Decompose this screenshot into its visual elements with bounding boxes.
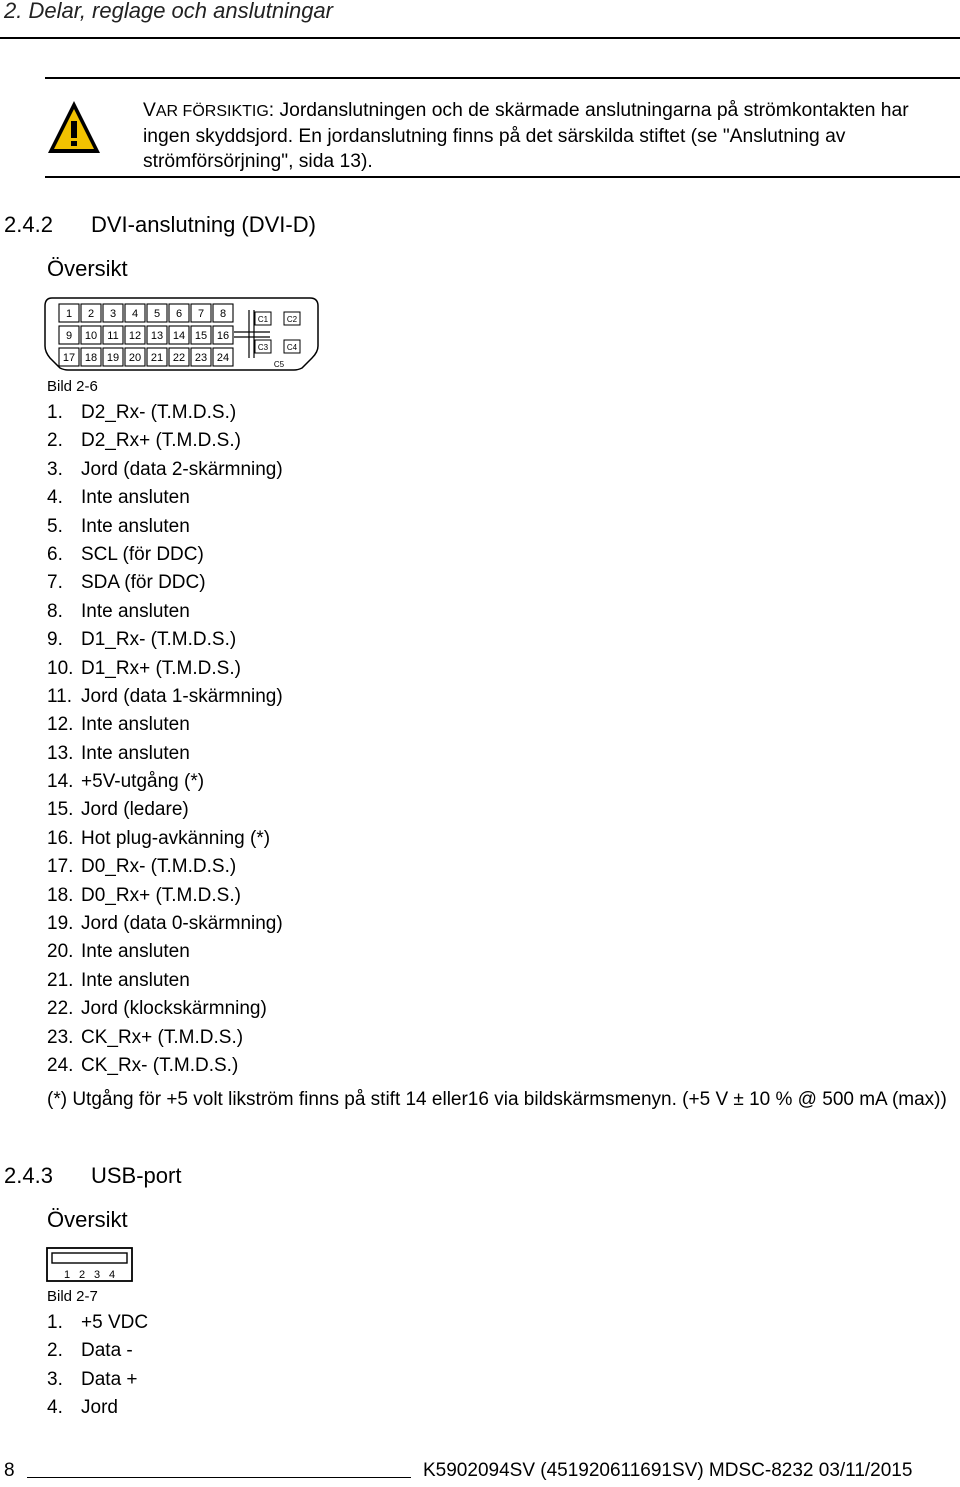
list-item: [47, 938, 283, 966]
list-item-number: 10.: [47, 657, 74, 679]
dvi-pin-label: 5: [153, 308, 161, 320]
page-number: 8: [4, 1460, 15, 1481]
list-item: [47, 967, 283, 995]
list-item: [47, 796, 283, 824]
dvi-c-label: C3: [257, 343, 269, 352]
dvi-c-label: C5: [273, 360, 285, 369]
list-item-number: 4.: [47, 1397, 63, 1419]
chapter-title: 2. Delar, reglage och anslutningar: [4, 0, 333, 23]
list-item-number: 4.: [47, 487, 63, 509]
section-number-dvi: 2.4.2: [4, 212, 53, 237]
dvi-pin-label: 16: [216, 330, 230, 342]
list-item-text: D0_Rx- (T.M.D.S.): [81, 856, 237, 878]
list-item-number: 24.: [47, 1054, 74, 1076]
list-item: [47, 541, 283, 569]
dvi-pin-label: 8: [219, 308, 227, 320]
list-item-number: 21.: [47, 969, 74, 991]
list-item-text: SDA (för DDC): [81, 572, 206, 594]
list-item-text: +5 VDC: [81, 1312, 149, 1333]
list-item: [47, 598, 283, 626]
dvi-pin-label: 11: [107, 330, 119, 342]
dvi-pin-label: 17: [62, 352, 76, 364]
list-item-text: Inte ansluten: [81, 515, 190, 537]
list-item-text: D1_Rx- (T.M.D.S.): [81, 629, 237, 651]
list-item-text: Inte ansluten: [81, 742, 190, 764]
dvi-pin-label: 18: [84, 352, 98, 364]
list-item-number: 5.: [47, 515, 63, 537]
warning-rule-bottom: [45, 176, 960, 178]
list-item-number: 18.: [47, 884, 74, 906]
list-item: [47, 995, 283, 1023]
list-item-text: Jord: [81, 1397, 118, 1419]
list-item-text: D2_Rx- (T.M.D.S.): [81, 402, 237, 423]
document-id: K5902094SV (451920611691SV) MDSC-8232 03/11/2015: [423, 1460, 913, 1481]
dvi-pin-label: 2: [87, 308, 95, 320]
dvi-pin-label: 9: [65, 330, 73, 342]
dvi-c-label: C1: [257, 315, 269, 324]
dvi-pin-label: 6: [175, 308, 183, 320]
dvi-pin-label: 15: [194, 330, 208, 342]
dvi-c-label: C2: [286, 315, 298, 324]
dvi-pin-label: 23: [194, 352, 208, 364]
list-item-text: Inte ansluten: [81, 487, 190, 509]
list-item: [47, 427, 283, 455]
list-item: [47, 882, 283, 910]
list-item: [47, 399, 283, 427]
list-item-number: 8.: [47, 600, 63, 622]
list-item: [47, 456, 283, 484]
list-item-number: 3.: [47, 458, 63, 480]
list-item: [47, 1309, 148, 1337]
section-title-dvi: DVI-anslutning (DVI-D): [91, 212, 316, 237]
dvi-pin-label: 20: [128, 352, 142, 364]
list-item: [47, 1366, 148, 1394]
overview-heading-dvi: Översikt: [47, 256, 128, 281]
list-item-text: Jord (data 1-skärmning): [81, 685, 283, 707]
list-item-text: SCL (för DDC): [81, 543, 204, 565]
list-item-text: Jord (data 0-skärmning): [81, 913, 283, 935]
list-item-text: Jord (data 2-skärmning): [81, 458, 283, 480]
list-item-number: 20.: [47, 941, 74, 963]
list-item-number: 2.: [47, 1340, 63, 1362]
list-item-text: CK_Rx+ (T.M.D.S.): [81, 1026, 244, 1048]
list-item-text: D2_Rx+ (T.M.D.S.): [81, 430, 241, 452]
list-item-text: Inte ansluten: [81, 600, 190, 622]
list-item-text: Inte ansluten: [81, 941, 190, 963]
warning-rule-top: [45, 77, 960, 79]
list-item: [47, 683, 283, 711]
list-item-text: +5V-utgång (*): [81, 771, 205, 793]
list-item: [47, 853, 283, 881]
dvi-pin-label: 13: [150, 330, 164, 342]
dvi-pin-label: 7: [197, 308, 205, 320]
dvi-connector-figure: [44, 296, 320, 372]
list-item: [47, 513, 283, 541]
list-item-number: 1.: [47, 402, 63, 423]
dvi-pin-label: 19: [106, 352, 120, 364]
list-item-number: 17.: [47, 856, 74, 878]
section-number-usb: 2.4.3: [4, 1163, 53, 1188]
list-item-number: 7.: [47, 572, 63, 594]
list-item: [47, 655, 283, 683]
usb-pin-label: 2: [78, 1269, 86, 1281]
dvi-pin-label: 4: [131, 308, 139, 320]
list-item: [47, 910, 283, 938]
warning-text: [143, 98, 958, 174]
list-item: [47, 711, 283, 739]
list-item-number: 1.: [47, 1312, 63, 1333]
list-item-text: Inte ansluten: [81, 714, 190, 736]
dvi-pin-label: 21: [150, 352, 164, 364]
list-item-number: 16.: [47, 827, 74, 849]
list-item-number: 11.: [47, 685, 73, 707]
warning-label: VAR FÖRSIKTIG:: [143, 100, 275, 121]
list-item: [47, 1394, 148, 1422]
list-item-text: D1_Rx+ (T.M.D.S.): [81, 657, 241, 679]
list-item-number: 23.: [47, 1026, 74, 1048]
list-item: [47, 569, 283, 597]
list-item: [47, 768, 283, 796]
usb-pin-list: [47, 1309, 148, 1423]
warning-body: Jordanslutningen och de skärmade anslutningarna på strömkontakten har ingen skyddsjord. En jordanslutning finns på det särskilda stiftet (se "Anslutning av strömförsörjning", sida 13).: [143, 100, 909, 172]
list-item-text: Hot plug-avkänning (*): [81, 827, 271, 849]
list-item: [47, 626, 283, 654]
list-item: [47, 1337, 148, 1365]
dvi-pin-list: [47, 399, 283, 1080]
list-item-number: 19.: [47, 913, 74, 935]
list-item: [47, 1024, 283, 1052]
list-item-number: 22.: [47, 998, 74, 1020]
dvi-footnote: (*) Utgång för +5 volt likström finns på stift 14 eller16 via bildskärmsmenyn. (+5 V ± 10 % @ 500 mA (max)): [47, 1089, 947, 1110]
list-item: [47, 740, 283, 768]
list-item-number: 6.: [47, 543, 63, 565]
header-rule: [0, 37, 960, 39]
list-item: [47, 1052, 283, 1080]
dvi-pin-label: 12: [128, 330, 142, 342]
section-title-usb: USB-port: [91, 1163, 182, 1188]
list-item-number: 9.: [47, 629, 63, 651]
list-item: [47, 825, 283, 853]
dvi-pin-label: 24: [216, 352, 230, 364]
footer-rule: [27, 1477, 411, 1478]
dvi-pin-label: 1: [65, 308, 73, 320]
list-item-text: CK_Rx- (T.M.D.S.): [81, 1054, 239, 1076]
list-item-text: Data +: [81, 1368, 138, 1390]
list-item: [47, 484, 283, 512]
list-item-number: 12.: [47, 714, 74, 736]
list-item-number: 15.: [47, 799, 74, 821]
figure-caption-dvi: Bild 2-6: [47, 378, 98, 395]
list-item-number: 13.: [47, 742, 74, 764]
list-item-text: Jord (ledare): [81, 799, 189, 821]
list-item-text: Jord (klockskärmning): [81, 998, 267, 1020]
usb-pin-label: 3: [93, 1269, 101, 1281]
list-item-text: Data -: [81, 1340, 133, 1362]
list-item-number: 14.: [47, 771, 74, 793]
list-item-number: 3.: [47, 1368, 63, 1390]
list-item-text: Inte ansluten: [81, 969, 190, 991]
list-item-number: 2.: [47, 430, 63, 452]
dvi-pin-label: 22: [172, 352, 186, 364]
dvi-pin-label: 3: [109, 308, 117, 320]
dvi-c-label: C4: [286, 343, 298, 352]
usb-pin-label: 4: [108, 1269, 116, 1281]
overview-heading-usb: Översikt: [47, 1207, 128, 1232]
warning-triangle-icon: [46, 99, 102, 155]
dvi-pin-label: 14: [172, 330, 186, 342]
figure-caption-usb: Bild 2-7: [47, 1288, 98, 1305]
usb-pin-label: 1: [63, 1269, 71, 1281]
list-item-text: D0_Rx+ (T.M.D.S.): [81, 884, 241, 906]
dvi-pin-label: 10: [84, 330, 98, 342]
usb-connector-figure: [46, 1247, 134, 1283]
